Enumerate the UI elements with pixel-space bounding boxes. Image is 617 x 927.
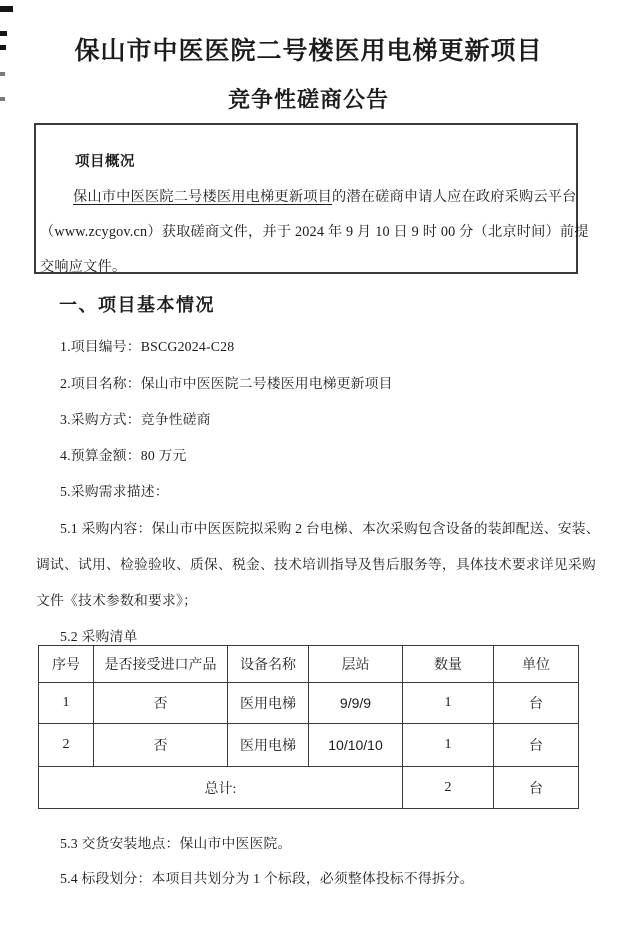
cell-unit: 台 — [494, 724, 579, 767]
cell-qty: 1 — [403, 683, 494, 724]
header-qty: 数量 — [403, 646, 494, 683]
total-qty: 2 — [403, 767, 494, 809]
cell-unit: 台 — [494, 683, 579, 724]
table-total-row — [39, 767, 579, 809]
table-row — [39, 724, 579, 767]
scan-artifact — [0, 6, 13, 12]
item-delivery-location: 5.3 交货安装地点：保山市中医医院。 — [60, 836, 292, 851]
item-project-number: 1.项目编号：BSCG2024-C28 — [60, 339, 235, 354]
cell-floors: 10/10/10 — [309, 724, 403, 767]
overview-paragraph-line1 — [73, 186, 577, 206]
overview-paragraph-line2: （www.zcygov.cn）获取磋商文件，并于 2024 年 9 月 10 日 9 时 00 分（北京时间）前提 — [40, 224, 589, 240]
purchase-table — [38, 645, 579, 809]
overview-paragraph-line3: 交响应文件。 — [40, 259, 127, 275]
table-header-row — [39, 646, 579, 683]
header-floors: 层站 — [309, 646, 403, 683]
cell-floors: 9/9/9 — [309, 683, 403, 724]
item-project-name: 2.项目名称：保山市中医医院二号楼医用电梯更新项目 — [60, 376, 393, 391]
cell-device: 医用电梯 — [228, 683, 309, 724]
item-budget: 4.预算金额：80 万元 — [60, 448, 187, 463]
item-procure-method: 3.采购方式：竞争性磋商 — [60, 412, 211, 427]
item-demand-desc: 5.采购需求描述： — [60, 484, 169, 499]
underlined-project-name: 保山市中医医院二号楼医用电梯更新项目 — [73, 189, 332, 205]
item-5-1-line2: 调试、试用、检验验收、质保、税金、技术培训指导及售后服务等，具体技术要求详见采购 — [36, 557, 596, 572]
project-overview-box — [34, 123, 589, 275]
header-import: 是否接受进口产品 — [94, 646, 228, 683]
cell-device: 医用电梯 — [228, 724, 309, 767]
item-5-1-line3: 文件《技术参数和要求》； — [36, 593, 198, 608]
header-device: 设备名称 — [228, 646, 309, 683]
total-unit: 台 — [494, 767, 579, 809]
cell-import: 否 — [94, 724, 228, 767]
overview-line1-rest: 的潜在磋商申请人应在政府采购云平台 — [331, 189, 577, 205]
scan-artifact — [0, 72, 5, 76]
page-subtitle: 竞争性磋商公告 — [227, 87, 389, 112]
total-label: 总计: — [39, 767, 403, 809]
page-title: 保山市中医医院二号楼医用电梯更新项目 — [74, 38, 543, 65]
cell-serial: 2 — [39, 724, 94, 767]
cell-serial: 1 — [39, 683, 94, 724]
table-row — [39, 683, 579, 724]
overview-heading: 项目概况 — [75, 154, 135, 170]
header-serial: 序号 — [39, 646, 94, 683]
item-purchase-list-heading: 5.2 采购清单 — [60, 629, 138, 644]
cell-import: 否 — [94, 683, 228, 724]
item-lot-division: 5.4 标段划分：本项目共划分为 1 个标段，必须整体投标不得拆分。 — [60, 871, 474, 886]
item-5-1-line1: 5.1 采购内容：保山市中医医院拟采购 2 台电梯、本次采购包含设备的装卸配送、安装、 — [60, 521, 600, 536]
section-heading-basic-info: 一、项目基本情况 — [59, 295, 215, 315]
cell-qty: 1 — [403, 724, 494, 767]
header-unit: 单位 — [494, 646, 579, 683]
